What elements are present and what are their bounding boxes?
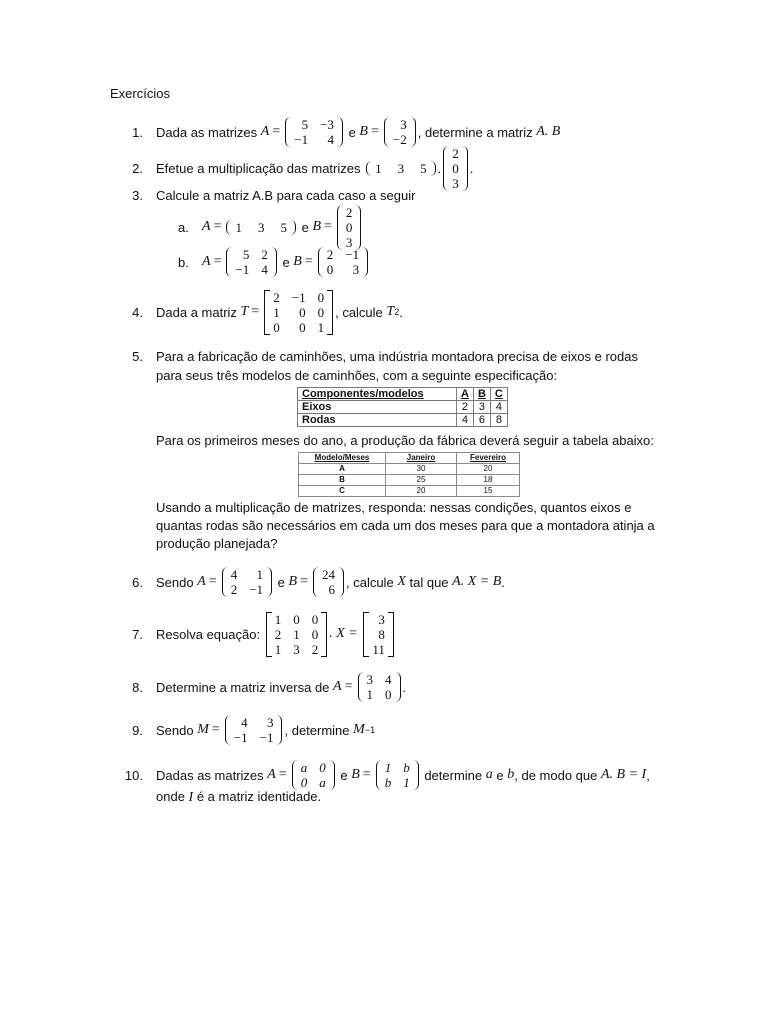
- page-title: Exercícios: [110, 86, 170, 101]
- exercise-text: Sendo: [156, 722, 194, 738]
- exercise-8: 8. Determine a matriz inversa de A = 3 4 1 0 .: [117, 672, 406, 702]
- table-row: B 25 18: [299, 475, 520, 486]
- exercise-number: 8.: [132, 679, 143, 695]
- exercise-text: Dadas as matrizes: [156, 767, 264, 783]
- matrix-t: 2 −1 0 1 0 0 0 0 1: [264, 290, 333, 335]
- exercise-5-text: Para os primeiros meses do ano, a produção da fábrica deverá seguir a tabela abaixo:: [156, 433, 654, 448]
- exercise-number: 6.: [132, 574, 143, 590]
- matrix-a: 4 1 2 −1: [222, 567, 272, 597]
- exercise-number: 3.: [132, 188, 143, 203]
- row-matrix: 1 3 5: [366, 161, 436, 176]
- exercise-text: Dada as matrizes: [156, 124, 258, 140]
- exercise-number: 10.: [124, 767, 143, 783]
- exercise-number: 7.: [132, 626, 143, 642]
- exercise-3: [117, 188, 415, 203]
- exercise-text: Calcule a matriz A.B para cada caso a seguir: [156, 188, 416, 203]
- coefficient-matrix: 1 0 0 2 1 0 1 3 2: [266, 612, 328, 657]
- exercise-number: 9.: [132, 722, 143, 738]
- matrix-a: 3 4 1 0: [358, 672, 401, 702]
- exercise-7: 7. Resolva equação: 1 0 0 2 1 0 1 3 2 . X = 3 8 11: [117, 611, 396, 657]
- exercise-text: Efetue a multiplicação das matrizes: [156, 160, 361, 176]
- row-matrix: 1 3 5: [226, 220, 296, 235]
- column-matrix: 2 0 3: [337, 205, 362, 250]
- matrix-b: 2 −1 0 3: [318, 247, 368, 277]
- exercise-5: [117, 349, 638, 364]
- exercise-6: 6. Sendo A = 4 1 2 −1 e B = 24 6 , calcule X tal que A. X = B .: [117, 567, 505, 597]
- matrix-m: 4 3 −1 −1: [225, 715, 283, 745]
- exercise-10-text: onde I é a matriz identidade.: [156, 789, 322, 805]
- matrix-b: 3 −2: [384, 117, 416, 147]
- exercise-10: 10. Dadas as matrizes A = a 0 0 a e B = 1 b b 1 determine a e b , de modo que A. B = I ,: [117, 760, 650, 790]
- exercise-text: Para a fabricação de caminhões, uma indústria montadora precisa de eixos e rodas: [156, 349, 638, 364]
- result-matrix: 3 8 11: [363, 612, 394, 657]
- matrix-a: 5 −3 −1 4: [285, 117, 343, 147]
- exercise-number: 5.: [132, 349, 143, 364]
- exercise-5-text: Usando a multiplicação de matrizes, responda: nessas condições, quantos eixos e: [156, 500, 632, 515]
- exercise-number: 1.: [132, 124, 143, 140]
- exercise-3a: a. A = 1 3 5 e B = 2 0 3: [178, 204, 363, 250]
- exercise-3b: b. A = 5 2 −1 4 e B = 2 −1 0 3: [178, 247, 370, 277]
- production-table: Modelo/Meses Janeiro Fevereiro A 30 20 B 25 18 C 20 15: [298, 452, 520, 497]
- matrix-b: 24 6: [313, 567, 344, 597]
- exercise-5-text: quantas rodas são necessários em cada um dos meses para que a montadora atinja a: [156, 518, 655, 533]
- exercise-text: Dada a matriz: [156, 304, 237, 320]
- matrix-a: 5 2 −1 4: [226, 247, 276, 277]
- exercise-4: 4. Dada a matriz T = 2 −1 0 1 0 0 0 0 1 , calcule T 2 .: [117, 289, 403, 335]
- table-row: Rodas 4 6 8: [298, 414, 508, 427]
- exercise-1: 1. Dada as matrizes A = 5 −3 −1 4 e B = 3 −2 , determine a matriz A. B: [117, 117, 560, 147]
- exercise-5-text: para seus três modelos de caminhões, com a seguinte especificação:: [156, 368, 558, 383]
- exercise-text: Resolva equação:: [156, 626, 261, 642]
- exercise-5-text: produção planejada?: [156, 536, 278, 551]
- table-row: Eixos 2 3 4: [298, 401, 508, 414]
- exercise-text: Sendo: [156, 574, 194, 590]
- table-row: A 30 20: [299, 464, 520, 475]
- column-matrix: 2 0 3: [443, 146, 468, 191]
- exercise-2: 2. Efetue a multiplicação das matrizes 1 3 5 . 2 0 3 .: [117, 145, 473, 191]
- components-table: Componentes/modelos A B C Eixos 2 3 4 Rodas 4 6 8: [297, 387, 508, 427]
- matrix-b: 1 b b 1: [376, 760, 419, 790]
- exercise-9: 9. Sendo M = 4 3 −1 −1 , determine M −1: [117, 715, 375, 745]
- table-row: C 20 15: [299, 486, 520, 497]
- exercise-number: 2.: [132, 160, 143, 176]
- matrix-a: a 0 0 a: [292, 760, 335, 790]
- exercise-text: Determine a matriz inversa de: [156, 679, 330, 695]
- exercise-number: 4.: [132, 304, 143, 320]
